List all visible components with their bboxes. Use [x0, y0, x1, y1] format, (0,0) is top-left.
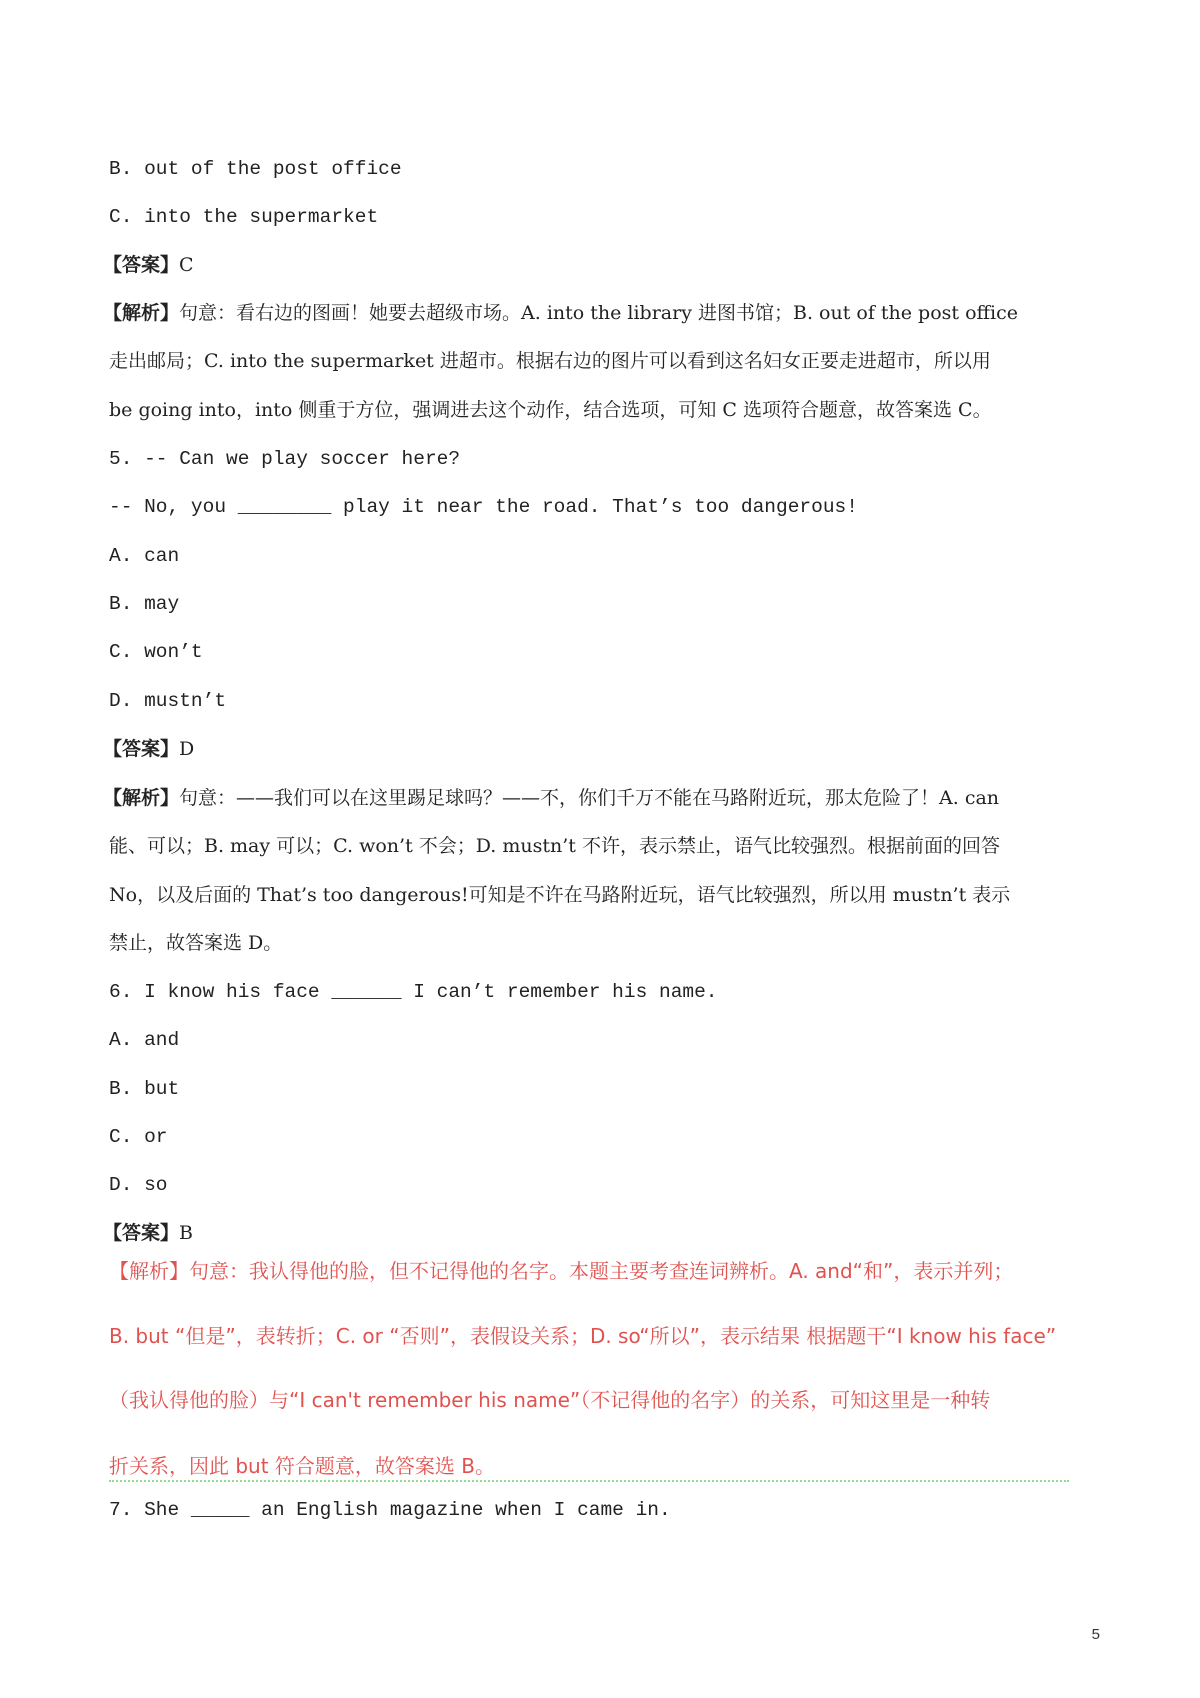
- q4-explanation-line-1: [103, 300, 1018, 326]
- answer-value: D: [179, 738, 195, 760]
- explanation-text: 句意：看右边的图画！她要去超级市场。A. into the library 进图书馆；B. out of the post office: [179, 302, 1018, 324]
- q5-answer: [103, 736, 194, 762]
- q5-explanation-line-4: 禁止，故答案选 D。: [109, 932, 283, 954]
- q5-option-d: D. mustn’t: [109, 690, 227, 712]
- q5-question-line-2: -- No, you ________ play it near the road. That’s too dangerous!: [109, 496, 858, 518]
- answer-value: C: [179, 254, 194, 276]
- q6-option-a: A. and: [109, 1029, 180, 1051]
- q7-question: 7. She _____ an English magazine when I came in.: [109, 1499, 671, 1521]
- answer-tag: 【答案】: [103, 254, 180, 276]
- q6-question: 6. I know his face ______ I can’t remember his name.: [109, 981, 718, 1003]
- explanation-tag: 【解析】: [103, 302, 180, 324]
- page-number: 5: [1091, 1626, 1100, 1643]
- explanation-tag: 【解析】: [103, 787, 180, 809]
- q5-question: 5. -- Can we play soccer here?: [109, 448, 461, 470]
- q4-answer: [103, 252, 194, 278]
- q5-option-c: C. won’t: [109, 641, 203, 663]
- q6-explanation-line-1: 【解析】句意：我认得他的脸，但不记得他的名字。本题主要考查连词辨析。A. and“和”，表示并列；: [109, 1259, 1014, 1283]
- answer-value: B: [179, 1222, 193, 1244]
- q6-explanation-line-3: （我认得他的脸）与“I can't remember his name”（不记得他的名字）的关系，可知这里是一种转: [109, 1388, 991, 1412]
- q4-option-b: B. out of the post office: [109, 158, 402, 180]
- q6-option-d: D. so: [109, 1174, 168, 1196]
- q6-option-b: B. but: [109, 1078, 180, 1100]
- q6-explanation-line-4: 折关系，因此 but 符合题意，故答案选 B。: [109, 1454, 496, 1478]
- q4-explanation-line-2: 走出邮局；C. into the supermarket 进超市。根据右边的图片可以看到这名妇女正要走进超市，所以用: [109, 350, 991, 372]
- q6-explanation-line-2: B. but “但是”，表转折；C. or “否则”，表假设关系；D. so“所以”，表示结果 根据题干“I know his face”: [109, 1324, 1057, 1348]
- q5-option-a: A. can: [109, 545, 180, 567]
- q6-option-c: C. or: [109, 1126, 168, 1148]
- q5-option-b: B. may: [109, 593, 180, 615]
- q5-explanation-line-2: 能、可以；B. may 可以；C. won’t 不会；D. mustn’t 不许，表示禁止，语气比较强烈。根据前面的回答: [109, 835, 1000, 857]
- green-divider: [109, 1480, 1069, 1482]
- q5-explanation-line-3: No，以及后面的 That’s too dangerous!可知是不许在马路附近玩，语气比较强烈，所以用 mustn’t 表示: [109, 884, 1011, 906]
- answer-tag: 【答案】: [103, 738, 180, 760]
- q5-explanation-line-1: [103, 785, 999, 811]
- explanation-text: 句意：——我们可以在这里踢足球吗？——不，你们千万不能在马路附近玩，那太危险了！A. can: [179, 787, 1000, 809]
- q6-answer: [103, 1220, 193, 1246]
- q4-option-c: C. into the supermarket: [109, 206, 379, 228]
- answer-tag: 【答案】: [103, 1222, 180, 1244]
- q4-explanation-line-3: be going into，into 侧重于方位，强调进去这个动作，结合选项，可知 C 选项符合题意，故答案选 C。: [109, 399, 992, 421]
